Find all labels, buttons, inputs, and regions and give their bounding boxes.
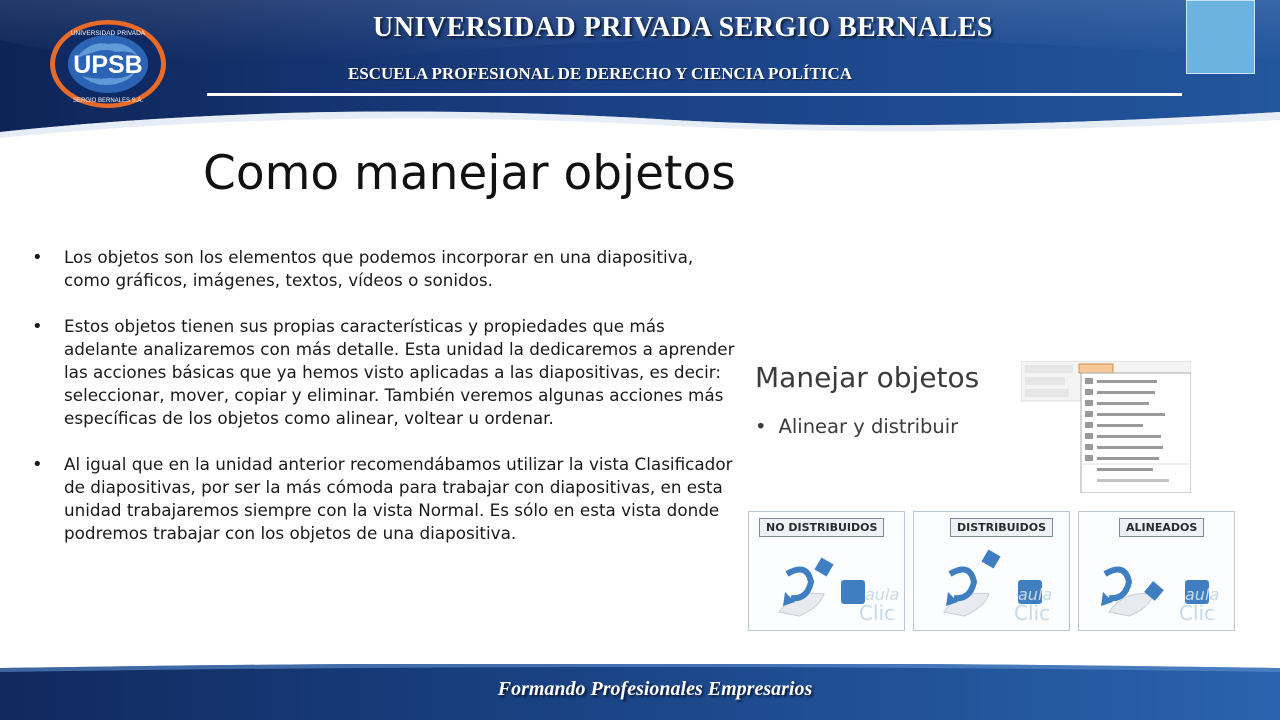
illustration-align-distribute bbox=[740, 343, 1235, 635]
watermark-aula: aula bbox=[865, 585, 900, 604]
slide-title: Como manejar objetos bbox=[203, 146, 736, 201]
watermark-clic: Clic bbox=[1179, 601, 1216, 625]
bullet-text: Al igual que en la unidad anterior recomendábamos utilizar la vista Clasificador de diapositivas, por ser la más cómoda para trabajar con diapositivas, en esta unidad trabajaremos siempre con la vista Normal. Es sólo en esta vista donde podremos trabajar con los objetos de una diapositiva. bbox=[64, 454, 733, 543]
logo-bottom-text: SERGIO BERNALES S.A. bbox=[72, 98, 144, 104]
illustration-heading: Manejar objetos bbox=[755, 361, 980, 394]
bullet-text: Los objetos son los elementos que podemos incorporar en una diapositiva, como gráficos, imágenes, textos, vídeos o sonidos. bbox=[64, 247, 694, 290]
header-divider bbox=[207, 93, 1182, 96]
panel-label: NO DISTRIBUIDOS bbox=[759, 518, 884, 537]
bullet-icon: • bbox=[32, 454, 43, 475]
logo-acronym: UPSB bbox=[73, 51, 143, 79]
alignment-panels bbox=[748, 511, 1235, 633]
subbullet-icon: • bbox=[755, 415, 767, 438]
illustration-subbullet-text: Alinear y distribuir bbox=[778, 415, 959, 438]
panel-distribuidos bbox=[913, 511, 1070, 631]
bullet-item bbox=[30, 315, 740, 430]
panel-label: DISTRIBUIDOS bbox=[950, 518, 1053, 537]
bullet-item bbox=[30, 453, 740, 545]
watermark-clic: Clic bbox=[1014, 601, 1051, 625]
illustration-subbullet bbox=[755, 415, 958, 438]
watermark-aula: aula bbox=[1185, 585, 1220, 604]
panel-alineados bbox=[1078, 511, 1235, 631]
school-name: ESCUELA PROFESIONAL DE DERECHO Y CIENCIA POLÍTICA bbox=[347, 64, 853, 83]
panel-no-distribuidos bbox=[748, 511, 905, 631]
logo-top-text: UNIVERSIDAD PRIVADA bbox=[70, 30, 146, 37]
bullet-icon: • bbox=[32, 316, 43, 337]
footer-banner bbox=[0, 664, 1280, 720]
bullet-text: Estos objetos tienen sus propias características y propiedades que más adelante analizaremos con más detalle. Esta unidad la dedicaremos a aprender las acciones básicas que ya hemos visto aplicadas a las diapositivas, es decir: seleccionar, mover, copiar y eliminar. También veremos algunas acciones más específicas de los objetos como alinear, voltear u ordenar. bbox=[64, 316, 735, 428]
bullet-item bbox=[30, 246, 740, 292]
footer-tagline: Formando Profesionales Empresarios bbox=[497, 678, 813, 700]
align-menu-screenshot bbox=[1021, 361, 1191, 493]
university-name: UNIVERSIDAD PRIVADA SERGIO BERNALES bbox=[373, 12, 993, 43]
watermark-aula: aula bbox=[1018, 585, 1053, 604]
bullet-list bbox=[30, 246, 740, 545]
bullet-icon: • bbox=[32, 247, 43, 268]
corner-accent-box bbox=[1186, 0, 1255, 74]
panel-label: ALINEADOS bbox=[1119, 518, 1204, 537]
watermark-clic: Clic bbox=[859, 601, 896, 625]
header-banner bbox=[0, 0, 1280, 138]
